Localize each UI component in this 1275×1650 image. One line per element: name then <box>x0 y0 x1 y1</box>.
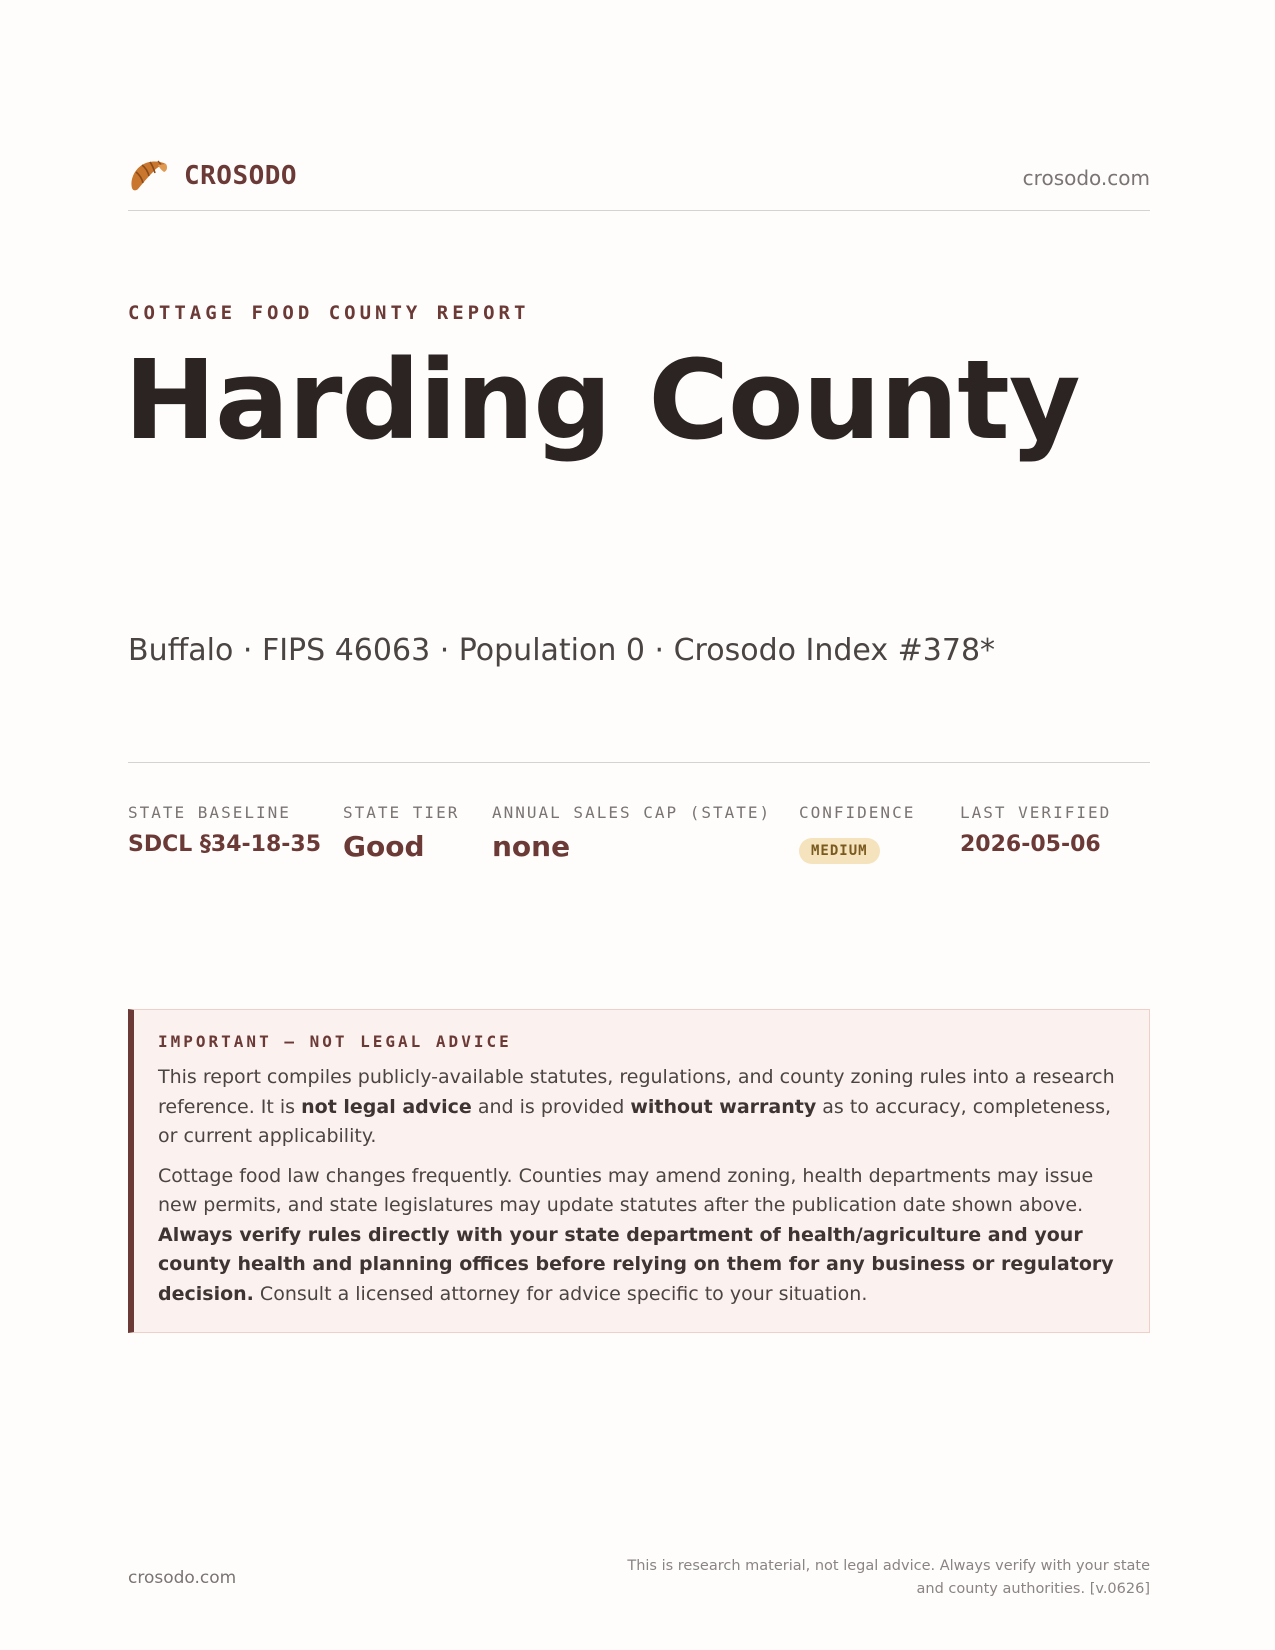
notice-paragraph-1: This report compiles publicly-available statutes, regulations, and county zoning rules into a research reference. It is not legal advice and is provided without warranty as to accuracy, completeness, or current applicability. <box>158 1066 1115 1147</box>
stat-value: 2026-05-06 <box>960 832 1101 857</box>
notice-paragraph-2: Cottage food law changes frequently. Counties may amend zoning, health departments may issue new permits, and state legislatures may update statutes after the publication date shown above. Always verify rules directly with your state department of health/agriculture and your county health and planning offices before relying on them for any business or regulatory decision. Consult a licensed attorney for advice specific to your situation. <box>158 1164 1114 1305</box>
header-url-link[interactable]: crosodo.com <box>1022 166 1150 190</box>
stat-state-tier <box>343 803 459 863</box>
stat-sales-cap <box>492 803 771 863</box>
emphasis-not-legal-advice: not legal advice <box>301 1095 472 1118</box>
brand-name: CROSODO <box>184 161 298 191</box>
stat-last-verified <box>960 803 1111 857</box>
notice-title: IMPORTANT — NOT LEGAL ADVICE <box>158 1032 512 1051</box>
stat-label: CONFIDENCE <box>799 803 916 822</box>
footer-url-link[interactable]: crosodo.com <box>128 1568 237 1588</box>
stats-row <box>128 762 1150 863</box>
brand[interactable] <box>128 158 297 194</box>
stat-confidence <box>799 803 915 864</box>
stat-value: Good <box>343 830 425 863</box>
stat-label: ANNUAL SALES CAP (STATE) <box>492 803 772 822</box>
page-header <box>128 158 1150 211</box>
footer-disclaimer-line-2: and county authorities. [v.0626] <box>916 1581 1150 1597</box>
emphasis-verify-rules: Always verify rules directly with your state department of health/agriculture and your county health and planning offices before relying on them for any business or regulatory decision. <box>158 1223 1114 1305</box>
croissant-icon <box>128 158 170 194</box>
county-subtitle: Buffalo · FIPS 46063 · Population 0 · Crosodo Index #378* <box>128 633 996 668</box>
stat-state-baseline <box>128 803 321 857</box>
stat-label: STATE TIER <box>343 803 460 822</box>
footer-disclaimer <box>627 1555 1150 1601</box>
footer-disclaimer-line-1: This is research material, not legal advice. Always verify with your state <box>627 1558 1150 1574</box>
stat-label: LAST VERIFIED <box>960 803 1112 822</box>
stat-label: STATE BASELINE <box>128 803 291 822</box>
emphasis-without-warranty: without warranty <box>630 1095 817 1118</box>
confidence-badge: MEDIUM <box>799 838 880 864</box>
legal-notice <box>128 1009 1150 1333</box>
stat-value: none <box>492 830 571 863</box>
page-title: Harding County <box>124 336 1080 464</box>
stat-value: SDCL §34-18-35 <box>128 832 322 857</box>
report-eyebrow: COTTAGE FOOD COUNTY REPORT <box>128 302 530 324</box>
